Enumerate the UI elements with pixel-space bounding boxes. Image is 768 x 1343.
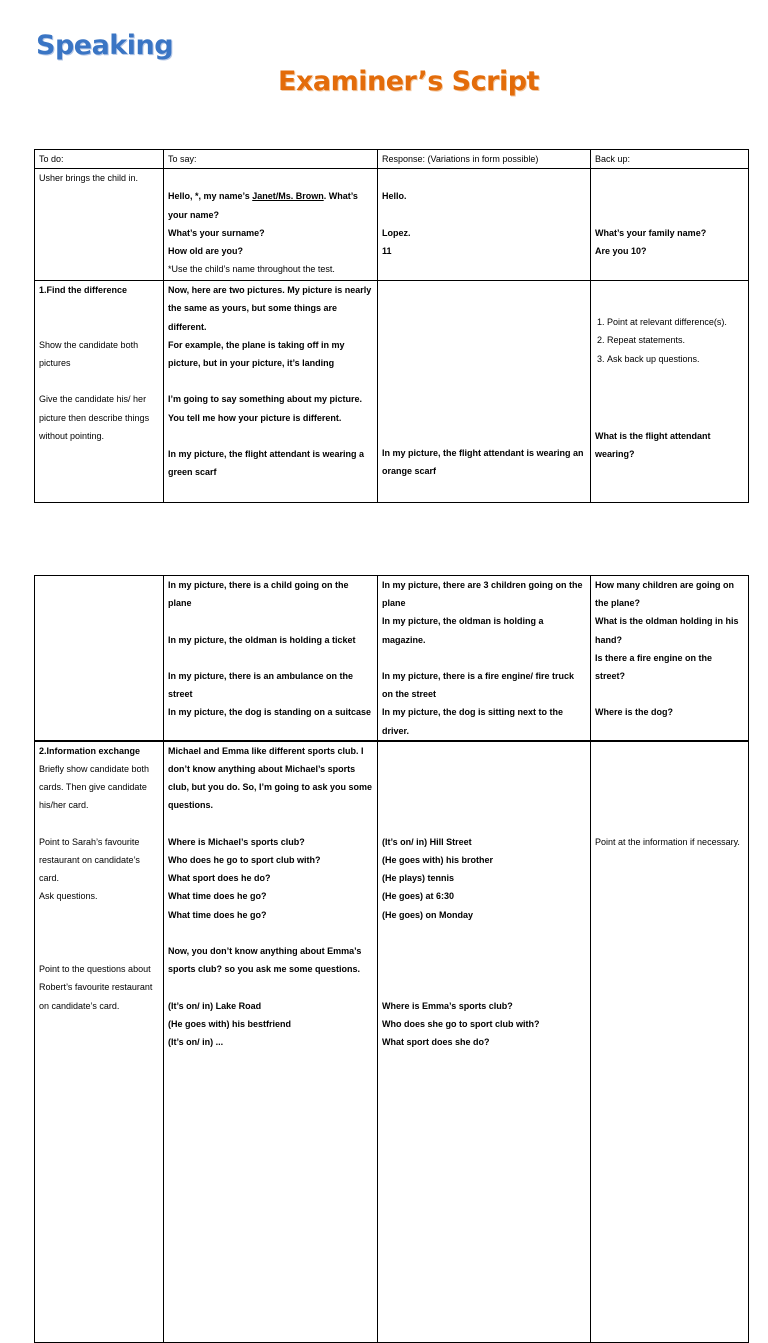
- response-cell: [378, 741, 591, 1343]
- backup-cell: [591, 169, 749, 281]
- todo-usher: Usher brings the child in.: [39, 173, 139, 184]
- say-ambulance: In my picture, there is an ambulance on the street: [168, 670, 354, 700]
- say-now: Now, you don’t know anything about Emma’s sports club? so you ask me some questions.: [168, 946, 362, 975]
- header-response: Response: (Variations in form possible): [378, 150, 591, 169]
- resp-question: What sport does she do?: [382, 1037, 490, 1048]
- say-going: I’m going to say something about my picture. You tell me how your picture is different.: [168, 394, 363, 423]
- list-item: 2. Repeat statements.: [607, 331, 744, 349]
- todo-show: Briefly show candidate both cards. Then give candidate his/her card.: [39, 764, 150, 811]
- response-cell: [378, 281, 591, 503]
- examiner-name: Janet/Ms. Brown: [252, 191, 324, 202]
- say-surname: What’s your surname?: [168, 227, 265, 238]
- backup-fire: Is there a fire engine on the street?: [595, 652, 713, 682]
- say-intro: Michael and Emma like different sports club. I don’t know anything about Michael’s sports club, but you do. So, I’m going to ask you some questions.: [168, 745, 373, 811]
- task-title: 1.Find the difference: [39, 285, 128, 296]
- page-heading: Speaking: [36, 30, 174, 61]
- resp-surname: Lopez.: [382, 227, 411, 238]
- todo-point-questions: Point to the questions about Robert’s favourite restaurant on candidate’s card.: [39, 964, 153, 1011]
- say-question: Where is Michael’s sports club?: [168, 836, 305, 847]
- header-to-say: To say:: [164, 150, 378, 169]
- resp-dog: In my picture, the dog is sitting next to the driver.: [382, 707, 564, 736]
- resp-oldman: In my picture, the oldman is holding a magazine.: [382, 616, 544, 645]
- resp-age: 11: [382, 245, 392, 256]
- todo-cell: [35, 576, 164, 741]
- resp-answer: (He plays) tennis: [382, 873, 455, 884]
- task-title: 2.Information exchange: [39, 745, 141, 756]
- resp-question: Where is Emma’s sports club?: [382, 1000, 513, 1011]
- todo-point: Point to Sarah’s favourite restaurant on candidate’s card.: [39, 836, 140, 884]
- todo-show: Show the candidate both pictures: [39, 339, 139, 368]
- script-table-2: [34, 575, 749, 1343]
- say-question: Who does he go to sport club with?: [168, 855, 321, 866]
- say-age: How old are you?: [168, 246, 244, 256]
- todo-cell: [35, 741, 164, 1343]
- say-question: What time does he go?: [168, 891, 267, 902]
- resp-children: In my picture, there are 3 children going on the plane: [382, 580, 583, 609]
- say-question: What time does he go?: [168, 909, 267, 920]
- resp-answer: (He goes with) his brother: [382, 855, 494, 866]
- say-example: For example, the plane is taking off in my picture, but in your picture, it’s landing: [168, 339, 345, 369]
- page-title: Examiner’s Script: [278, 66, 539, 97]
- resp-scarf: In my picture, the flight attendant is wearing an orange scarf: [382, 448, 584, 477]
- table-row-differences: [35, 576, 749, 741]
- resp-answer: (He goes) on Monday: [382, 909, 474, 920]
- say-cell: [164, 741, 378, 1343]
- say-dog: In my picture, the dog is standing on a suitcase: [168, 707, 372, 718]
- say-scarf: In my picture, the flight attendant is wearing a green scarf: [168, 449, 365, 478]
- say-answer: (He goes with) his bestfriend: [168, 1018, 292, 1029]
- response-cell: [378, 576, 591, 741]
- resp-answer: (It’s on/ in) Hill Street: [382, 836, 472, 847]
- backup-point: Point at the information if necessary.: [595, 836, 740, 847]
- todo-give: Give the candidate his/ her picture then describe things without pointing.: [39, 394, 150, 441]
- table-row-find-difference: [35, 281, 749, 503]
- say-child: In my picture, there is a child going on the plane: [168, 580, 349, 609]
- backup-oldman: What is the oldman holding in his hand?: [595, 616, 739, 645]
- say-question: What sport does he do?: [168, 873, 271, 884]
- script-table-1: [34, 149, 749, 503]
- todo-ask: Ask questions.: [39, 891, 98, 902]
- say-hello: Hello, *, my name’s Janet/Ms. Brown. What’s your name?: [168, 191, 358, 220]
- resp-hello: Hello.: [382, 191, 407, 202]
- backup-family: What’s your family name?: [595, 227, 707, 238]
- say-answer: (It’s on/ in) Lake Road: [168, 1000, 262, 1011]
- resp-fire: In my picture, there is a fire engine/ fire truck on the street: [382, 671, 575, 700]
- list-item: 1. Point at relevant difference(s).: [607, 313, 744, 331]
- backup-cell: [591, 741, 749, 1343]
- say-cell: [164, 281, 378, 503]
- backup-children: How many children are going on the plane?: [595, 580, 735, 609]
- backup-age: Are you 10?: [595, 245, 647, 256]
- backup-dog: Where is the dog?: [595, 707, 674, 718]
- todo-cell: [35, 281, 164, 503]
- resp-question: Who does she go to sport club with?: [382, 1019, 540, 1030]
- backup-cell: [591, 281, 749, 503]
- header-to-do: To do:: [35, 150, 164, 169]
- response-cell: [378, 169, 591, 281]
- say-answer: (It’s on/ in) ...: [168, 1037, 224, 1048]
- say-cell: [164, 169, 378, 281]
- table-row-greeting: [35, 169, 749, 281]
- table-header-row: [35, 150, 749, 169]
- todo-cell: [35, 169, 164, 281]
- say-oldman: In my picture, the oldman is holding a ticket: [168, 634, 356, 645]
- header-back-up: Back up:: [591, 150, 749, 169]
- list-item: 3. Ask back up questions.: [607, 350, 744, 368]
- resp-answer: (He goes) at 6:30: [382, 891, 455, 902]
- say-cell: [164, 576, 378, 741]
- backup-scarf: What is the flight attendant wearing?: [595, 430, 711, 460]
- backup-cell: [591, 576, 749, 741]
- say-intro: Now, here are two pictures. My picture is nearly the same as yours, but some things are different.: [168, 285, 372, 332]
- say-note: *Use the child’s name throughout the test.: [168, 264, 335, 275]
- backup-list: [595, 313, 744, 368]
- table-row-information-exchange: [35, 741, 749, 1343]
